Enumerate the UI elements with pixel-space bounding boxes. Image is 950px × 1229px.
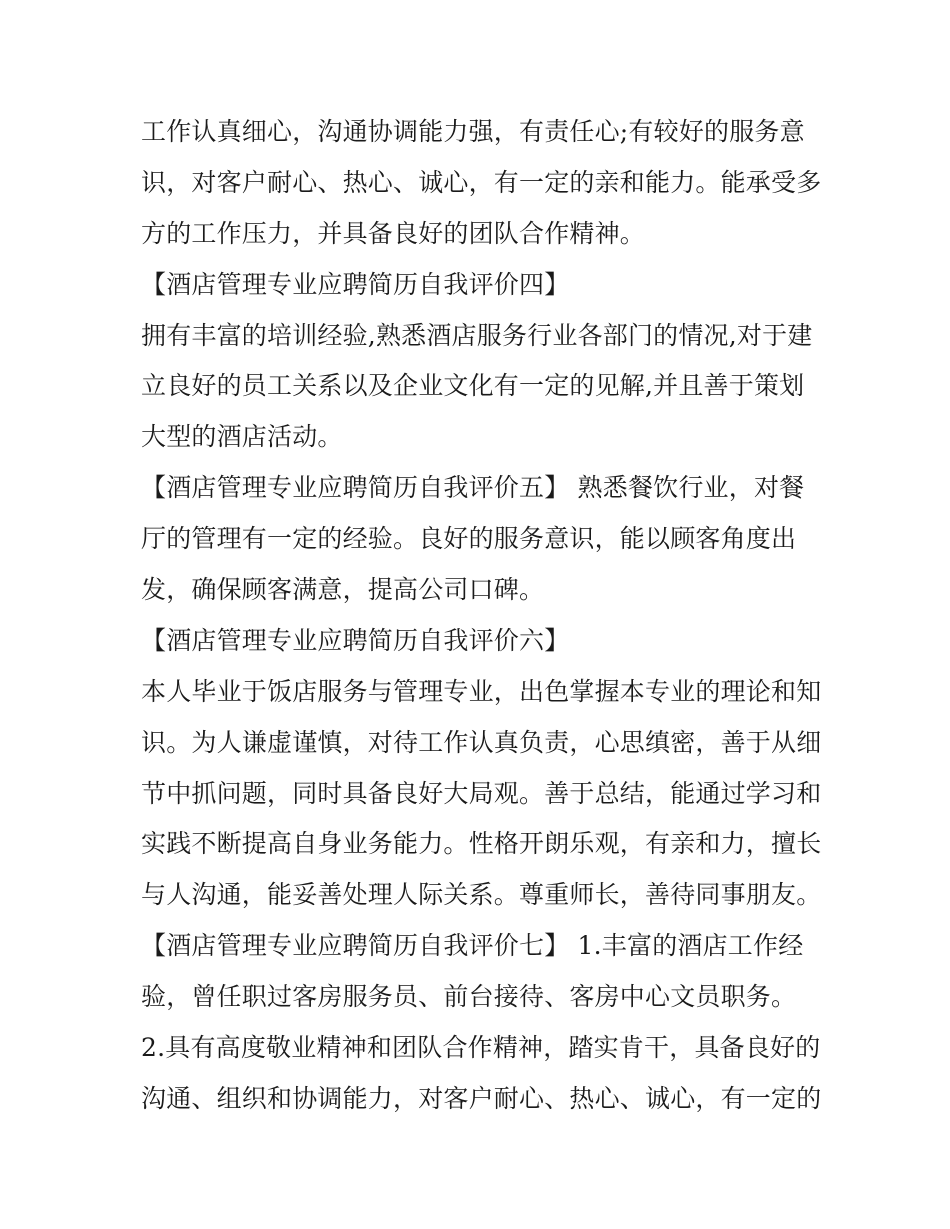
text-line: 立良好的员工关系以及企业文化有一定的见解,并且善于策划 <box>141 371 805 401</box>
text-line: 识。为人谦虚谨慎，对待工作认真负责，心思缜密，善于从细 <box>141 727 822 757</box>
text-line: 大型的酒店活动。 <box>141 422 343 452</box>
text-line: 工作认真细心，沟通协调能力强，有责任心;有较好的服务意 <box>141 117 805 146</box>
text-line: 本人毕业于饭店服务与管理专业，出色掌握本专业的理论和知 <box>141 676 822 706</box>
text-line: 发，确保顾客满意，提高公司口碑。 <box>141 575 545 605</box>
section-heading-4: 【酒店管理专业应聘简历自我评价四】 <box>141 269 570 299</box>
section-heading-5: 【酒店管理专业应聘简历自我评价五】 熟悉餐饮行业，对餐 <box>141 473 805 503</box>
text-line: 2.具有高度敬业精神和团队合作精神，踏实肯干，具备良好的 <box>141 1033 821 1063</box>
text-line: 方的工作压力，并具备良好的团队合作精神。 <box>141 218 646 248</box>
document-body <box>141 107 821 1125</box>
text-line: 与人沟通，能妥善处理人际关系。尊重师长，善待同事朋友。 <box>141 880 822 910</box>
section-heading-7: 【酒店管理专业应聘简历自我评价七】 1.丰富的酒店工作经 <box>141 931 804 961</box>
text-line: 沟通、组织和协调能力，对客户耐心、热心、诚心，有一定的 <box>141 1083 822 1113</box>
text-line: 拥有丰富的培训经验,熟悉酒店服务行业各部门的情况,对于建 <box>141 320 813 350</box>
text-line: 节中抓问题，同时具备良好大局观。善于总结，能通过学习和 <box>141 778 822 808</box>
text-line: 识，对客户耐心、热心、诚心，有一定的亲和能力。能承受多 <box>141 167 822 197</box>
text-line: 实践不断提高自身业务能力。性格开朗乐观，有亲和力，擅长 <box>141 829 822 859</box>
text-line: 验，曾任职过客房服务员、前台接待、客房中心文员职务。 <box>141 982 797 1012</box>
section-heading-6: 【酒店管理专业应聘简历自我评价六】 <box>141 625 570 655</box>
text-line: 厅的管理有一定的经验。良好的服务意识，能以顾客角度出 <box>141 524 797 554</box>
